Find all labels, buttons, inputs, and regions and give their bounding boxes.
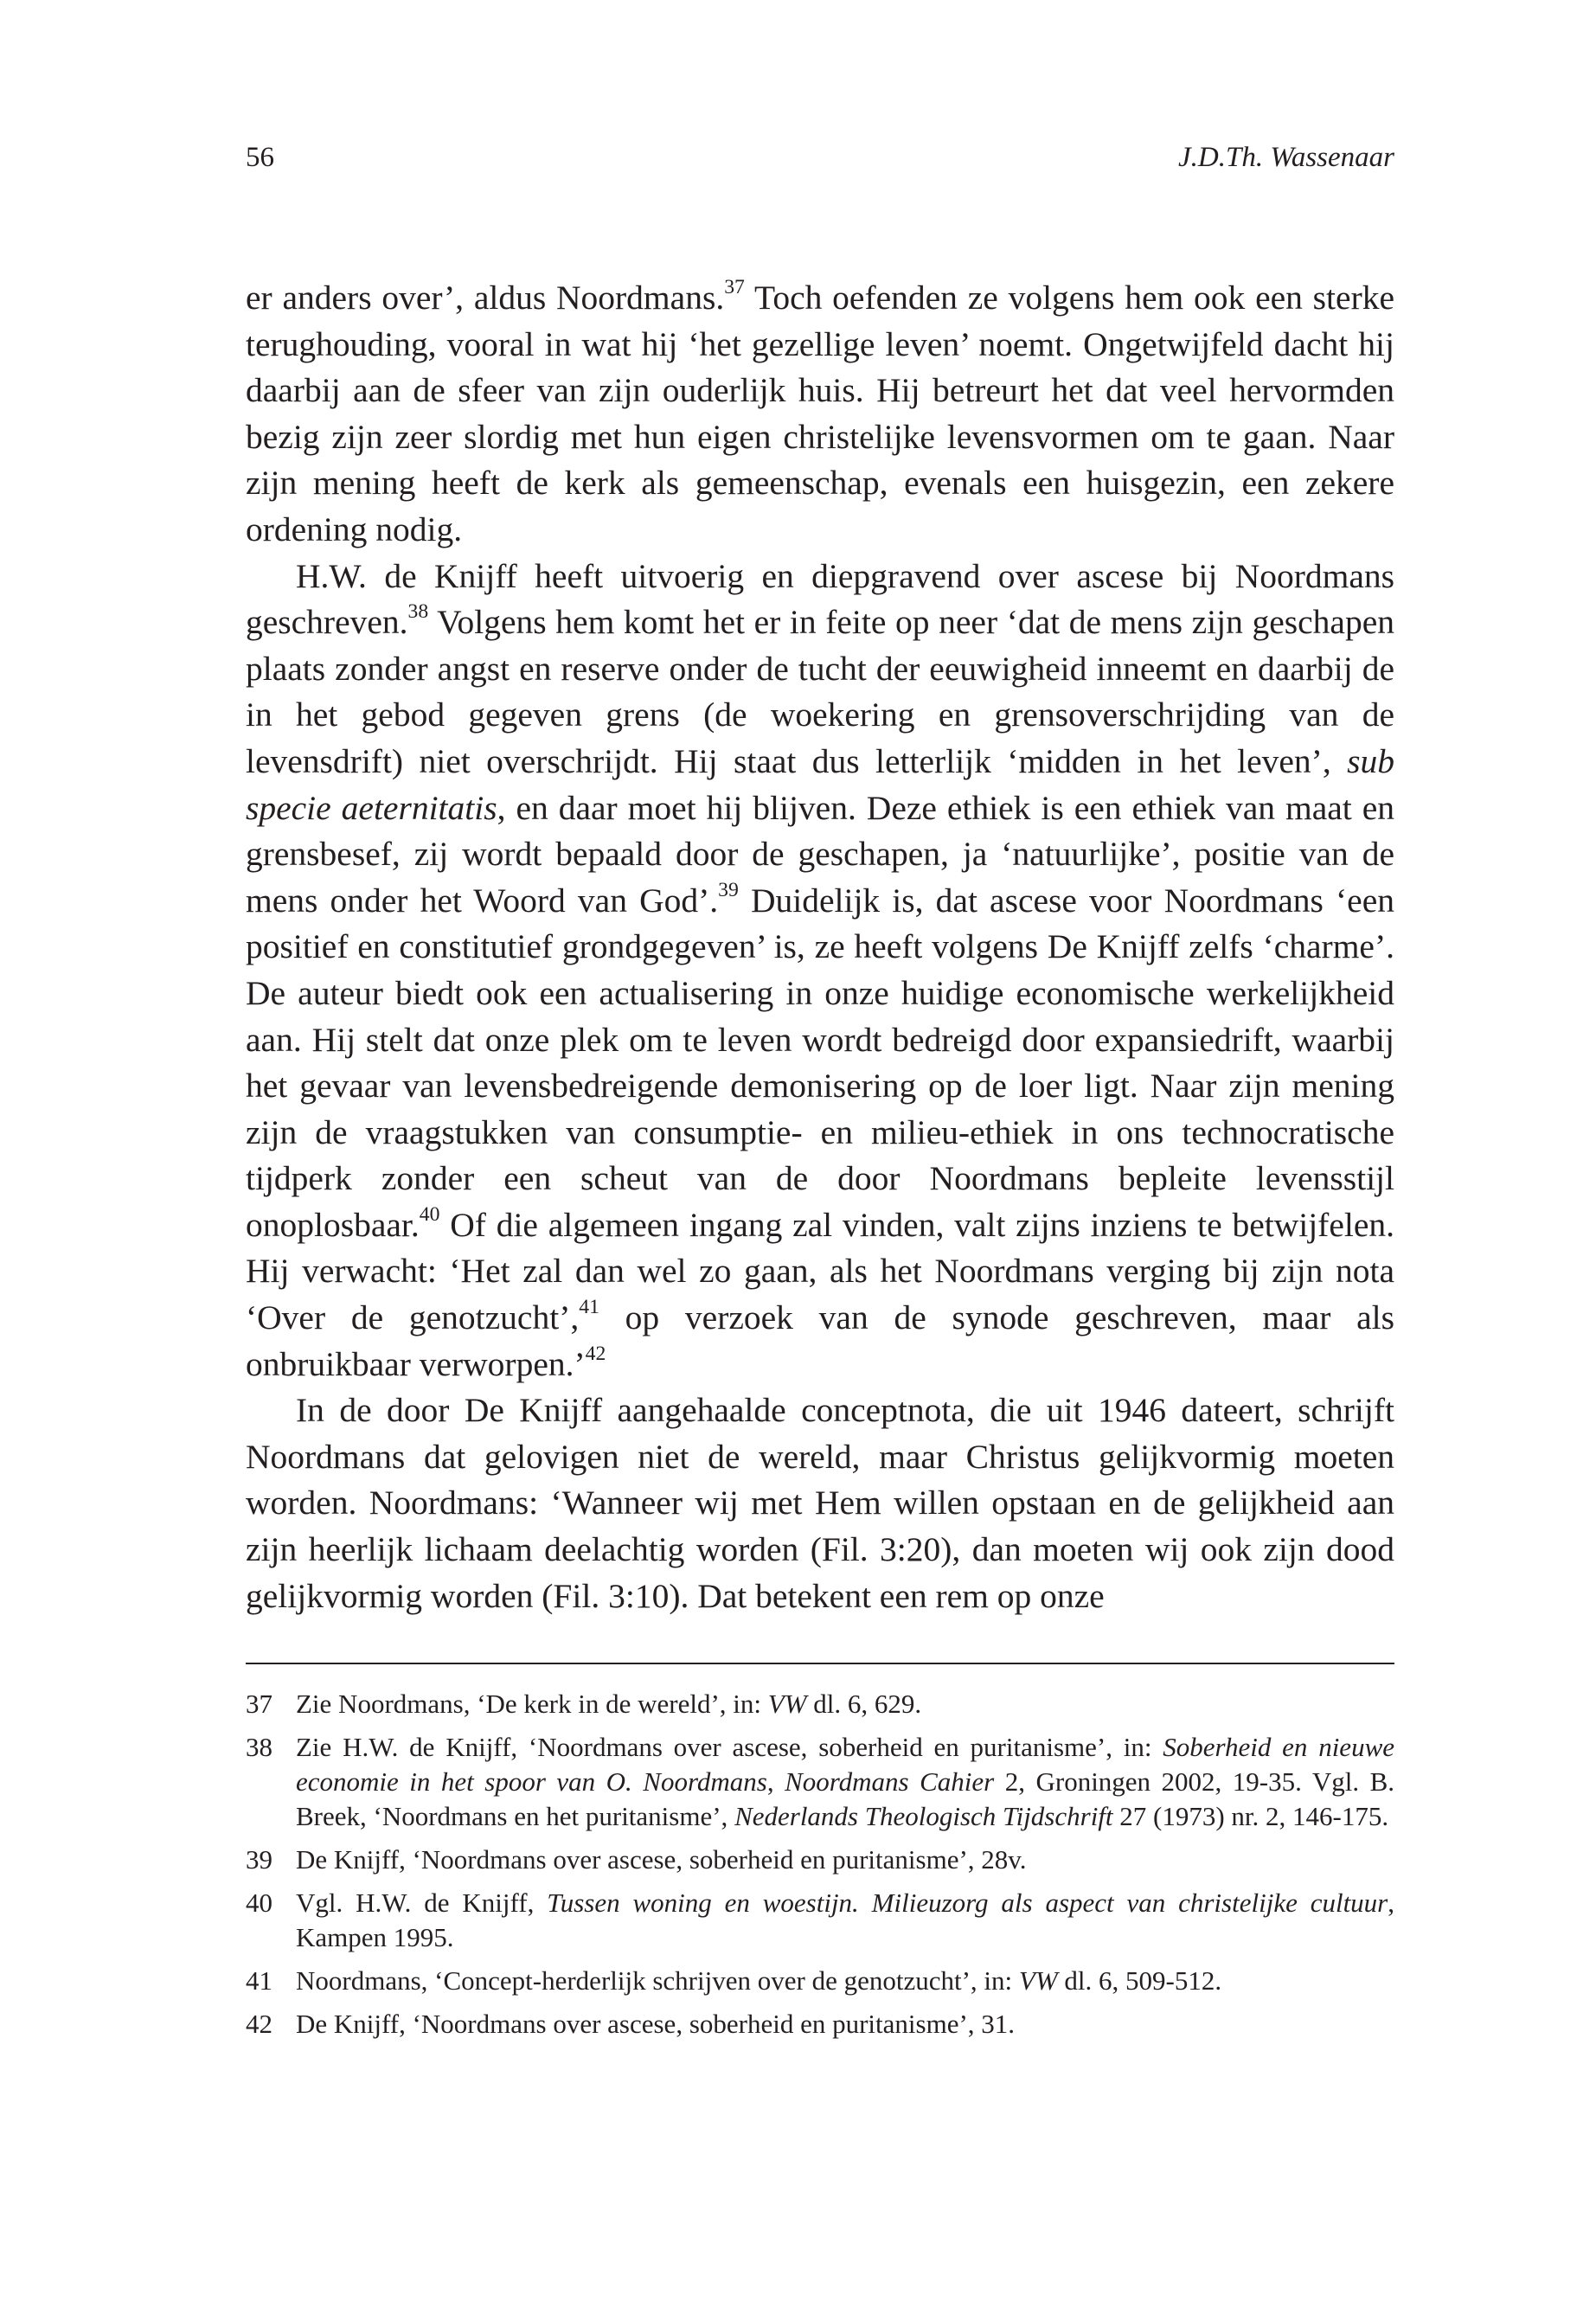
text-run: Toch oefenden ze volgens hem ook een sterke terughouding, vooral in wat hij ‘het gezellige leven’ noemt. Ongetwijfeld dacht hij daarbij aan de sfeer van zijn ouderlijk huis. Hij betreurt het dat veel hervormden bezig zijn zeer slordig met hun eigen christelijke levensvormen om te gaan. Naar zijn mening heeft de kerk als gemeenschap, evenals een huisgezin, een zekere ordening nodig. xyxy=(246,279,1394,548)
paragraph-2 xyxy=(246,554,1394,1388)
text-run: Volgens hem komt het er in feite op neer ‘dat de mens zijn geschapen plaats zonder angst en reserve onder de tucht der eeuwigheid inneemt en daarbij de in het gebod gegeven grens (de woekering en grensoverschrijding van de levensdrift) niet overschrijdt. Hij staat dus letterlijk ‘midden in het leven’, xyxy=(246,603,1394,780)
footnote-41 xyxy=(246,1964,1394,1998)
footnote-text: De Knijff, ‘Noordmans over ascese, soberheid en puritanisme’, 28v. xyxy=(296,1844,1027,1875)
paragraph-1 xyxy=(246,275,1394,554)
footnote-text: dl. 6, 629. xyxy=(806,1689,922,1719)
page-number: 56 xyxy=(246,142,274,173)
footnote-40 xyxy=(246,1886,1394,1955)
footnote-text: , xyxy=(766,1766,785,1797)
footnote-number: 42 xyxy=(246,2009,272,2039)
footnote-ref-41: 41 xyxy=(579,1296,599,1319)
footnote-number: 38 xyxy=(246,1732,272,1762)
text-run: In de door De Knijff aangehaalde conceptnota, die uit 1946 dateert, schrijft Noordmans dat gelovigen niet de wereld, maar Christus gelijkvormig moeten worden. Noordmans: ‘Wanneer wij met Hem willen opstaan en de gelijkheid aan zijn heerlijk lichaam deelachtig worden (Fil. 3:20), dan moeten wij ook zijn dood gelijkvormig worden (Fil. 3:10). Dat betekent een rem op onze xyxy=(246,1391,1394,1615)
text-run: er anders over’, aldus Noordmans. xyxy=(246,279,725,317)
footnote-text: Vgl. H.W. de Knijff, xyxy=(296,1888,548,1918)
text-run: , en daar moet hij blijven. Deze ethiek is een ethiek van maat en grensbesef, zij wordt bepaald door de geschapen, ja ‘natuurlijke’, positie van de mens onder het Woord van God’. xyxy=(246,788,1394,920)
footnote-number: 39 xyxy=(246,1844,272,1875)
footnote-italic: Nederlands Theologisch Tijdschrift xyxy=(734,1801,1113,1831)
footnote-text: 27 (1973) nr. 2, 146-175. xyxy=(1112,1801,1389,1831)
page-header xyxy=(246,138,1394,176)
footnote-ref-38: 38 xyxy=(407,600,429,624)
footnote-ref-39: 39 xyxy=(718,878,739,901)
footnote-text: De Knijff, ‘Noordmans over ascese, soberheid en puritanisme’, 31. xyxy=(296,2009,1016,2039)
footnote-38 xyxy=(246,1730,1394,1834)
footnote-37 xyxy=(246,1687,1394,1721)
footnote-39 xyxy=(246,1843,1394,1877)
footnote-ref-40: 40 xyxy=(419,1203,440,1227)
footnotes xyxy=(246,1687,1394,2050)
footnote-text: , Kampen 1995. xyxy=(296,1888,1394,1952)
footnote-ref-37: 37 xyxy=(724,276,745,299)
text-run: op verzoek van de synode geschreven, maar als onbruikbaar verworpen.’ xyxy=(246,1298,1394,1383)
text-run: Of die algemeen ingang zal vinden, valt zijns inziens te betwijfelen. Hij verwacht: ‘Het zal dan wel zo gaan, als het Noordmans verging bij zijn nota ‘Over de genotzucht’, xyxy=(246,1205,1394,1337)
footnote-italic: Soberheid en nieuwe economie in het spoor van O. Noordmans xyxy=(296,1732,1395,1797)
footnote-italic: Tussen woning en woestijn. Milieuzorg als aspect van christelijke cultuur xyxy=(547,1888,1388,1918)
footnote-italic: VW xyxy=(1018,1965,1058,1996)
footnote-number: 40 xyxy=(246,1888,272,1918)
footnote-text: Zie H.W. de Knijff, ‘Noordmans over ascese, soberheid en puritanisme’, in: xyxy=(296,1732,1163,1762)
footnote-42 xyxy=(246,2007,1394,2041)
footnote-number: 41 xyxy=(246,1965,272,1996)
footnote-separator xyxy=(246,1663,1394,1664)
footnote-italic: VW xyxy=(767,1689,807,1719)
text-run: H.W. de Knijff heeft uitvoerig en diepgravend over ascese bij Noordmans geschreven. xyxy=(246,556,1394,642)
footnote-text: Zie Noordmans, ‘De kerk in de wereld’, in: xyxy=(296,1689,768,1719)
footnote-number: 37 xyxy=(246,1689,272,1719)
footnote-italic: Noordmans Cahier xyxy=(785,1766,995,1797)
main-text xyxy=(246,275,1394,1619)
paragraph-3 xyxy=(246,1388,1394,1619)
footnote-text: dl. 6, 509-512. xyxy=(1057,1965,1222,1996)
text-run: Duidelijk is, dat ascese voor Noordmans ‘een positief en constitutief grondgegeven’ is, ze heeft volgens De Knijff zelfs ‘charme’. De auteur biedt ook een actualisering in onze huidige economische werkelijkheid aan. Hij stelt dat onze plek om te leven wordt bedreigd door expansiedrift, waarbij het gevaar van levensbedreigende demonisering op de loer ligt. Naar zijn mening zijn de vraagstukken van consumptie- en milieu-ethiek in ons technocratische tijdperk zonder een scheut van de door Noordmans bepleite levensstijl onoplosbaar. xyxy=(246,881,1395,1244)
italic-phrase: sub specie aeternitatis xyxy=(246,741,1394,827)
running-head: J.D.Th. Wassenaar xyxy=(1178,142,1394,173)
footnote-text: 2, Groningen 2002, 19-35. Vgl. B. Breek, ‘Noordmans en het puritanisme’, xyxy=(296,1766,1394,1831)
footnote-ref-42: 42 xyxy=(585,1342,606,1365)
footnote-text: Noordmans, ‘Concept-herderlijk schrijven over de genotzucht’, in: xyxy=(296,1965,1019,1996)
